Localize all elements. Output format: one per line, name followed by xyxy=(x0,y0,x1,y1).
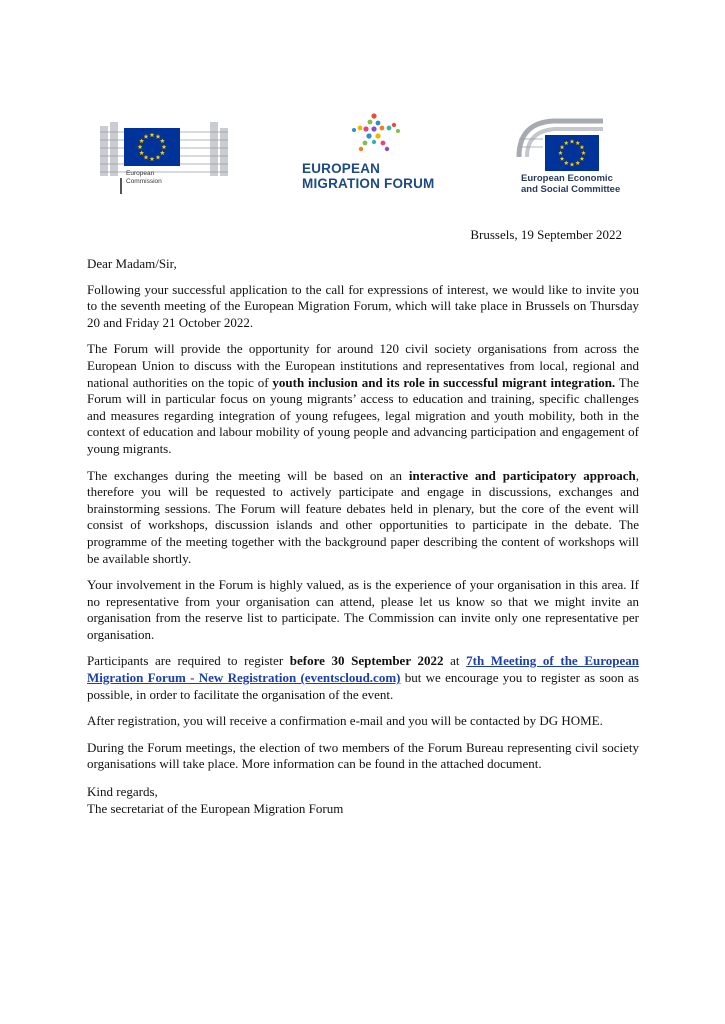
text-run: The Forum will provide the opportunity for around 120 civil society organisations from across the European Union to discuss with the European institutions and representatives from local, regional and national authorities on the topic of xyxy=(87,341,639,390)
paragraph-invitation: Following your successful application to the call for expressions of interest, we would like to invite you to the seventh meeting of the European Migration Forum, which will take place in Brussels on Thursday 20 and Friday 21 October 2022. xyxy=(87,281,639,330)
forum-title: EUROPEAN MIGRATION FORUM xyxy=(302,161,435,191)
deadline-emphasis: before 30 September 2022 xyxy=(289,653,444,669)
paragraph-confirmation: After registration, you will receive a confirmation e-mail and you will be contacted by DG HOME. xyxy=(87,713,603,729)
closing-block xyxy=(87,783,639,817)
topic-emphasis: youth inclusion and its role in successful migrant integration. xyxy=(272,374,616,390)
european-migration-forum-logo xyxy=(302,110,442,190)
european-commission-logo xyxy=(100,118,230,194)
eesc-logo xyxy=(513,117,648,197)
closing: Kind regards, xyxy=(87,784,158,800)
text-run: , therefore you will be requested to actively participate and engage in discussions, exchanges and brainstorming sessions. The Forum will feature debates held in plenary, but the core of the event will consist of workshops, discussion islands and other opportunities to participate in the debate. The programme of the meeting together with the background paper describing the content of workshops will be available shortly. xyxy=(87,467,639,566)
eesc-caption: European Economic and Social Committee xyxy=(521,173,621,195)
salutation: Dear Madam/Sir, xyxy=(87,256,177,271)
text-run: Participants are required to register xyxy=(87,653,290,669)
signature: The secretariat of the European Migration Forum xyxy=(87,801,344,817)
paragraph-registration xyxy=(87,653,639,703)
paragraph-approach xyxy=(87,468,639,568)
letter-date: Brussels, 19 September 2022 xyxy=(470,227,622,242)
forum-star-icon xyxy=(302,110,442,160)
letter-body xyxy=(87,256,639,827)
paragraph-election: During the Forum meetings, the election of two members of the Forum Bureau representing civil society organisations will take place. More information can be found in the attached document. xyxy=(87,739,639,772)
commission-caption: European Commission xyxy=(126,170,162,185)
approach-emphasis: interactive and participatory approach xyxy=(408,467,636,483)
text-run: at xyxy=(443,653,467,669)
text-run: The exchanges during the meeting will be based on an xyxy=(87,467,409,483)
text-run: but we encourage you to register as soon as possible, in order to facilitate the organisation of the event. xyxy=(87,670,639,702)
paragraph-involvement: Your involvement in the Forum is highly valued, as is the experience of your organisation in this area. If no representative from your organisation can attend, please let us know so that we might invite an organisation from the reserve list to participate. The Commission can invite only one representative per organisation. xyxy=(87,577,639,642)
registration-link[interactable]: 7th Meeting of the European Migration Forum - New Registration (eventscloud.com) xyxy=(87,653,639,686)
text-run: The Forum will in particular focus on young migrants’ access to education and training, specific challenges and measures regarding integration of young refugees, legal migration and youth mobility, both in the context of education and labour mobility of young people and advancing participation and engagement of young migrants. xyxy=(87,374,639,456)
eesc-building-icon xyxy=(513,117,648,173)
paragraph-forum-topic xyxy=(87,341,639,457)
